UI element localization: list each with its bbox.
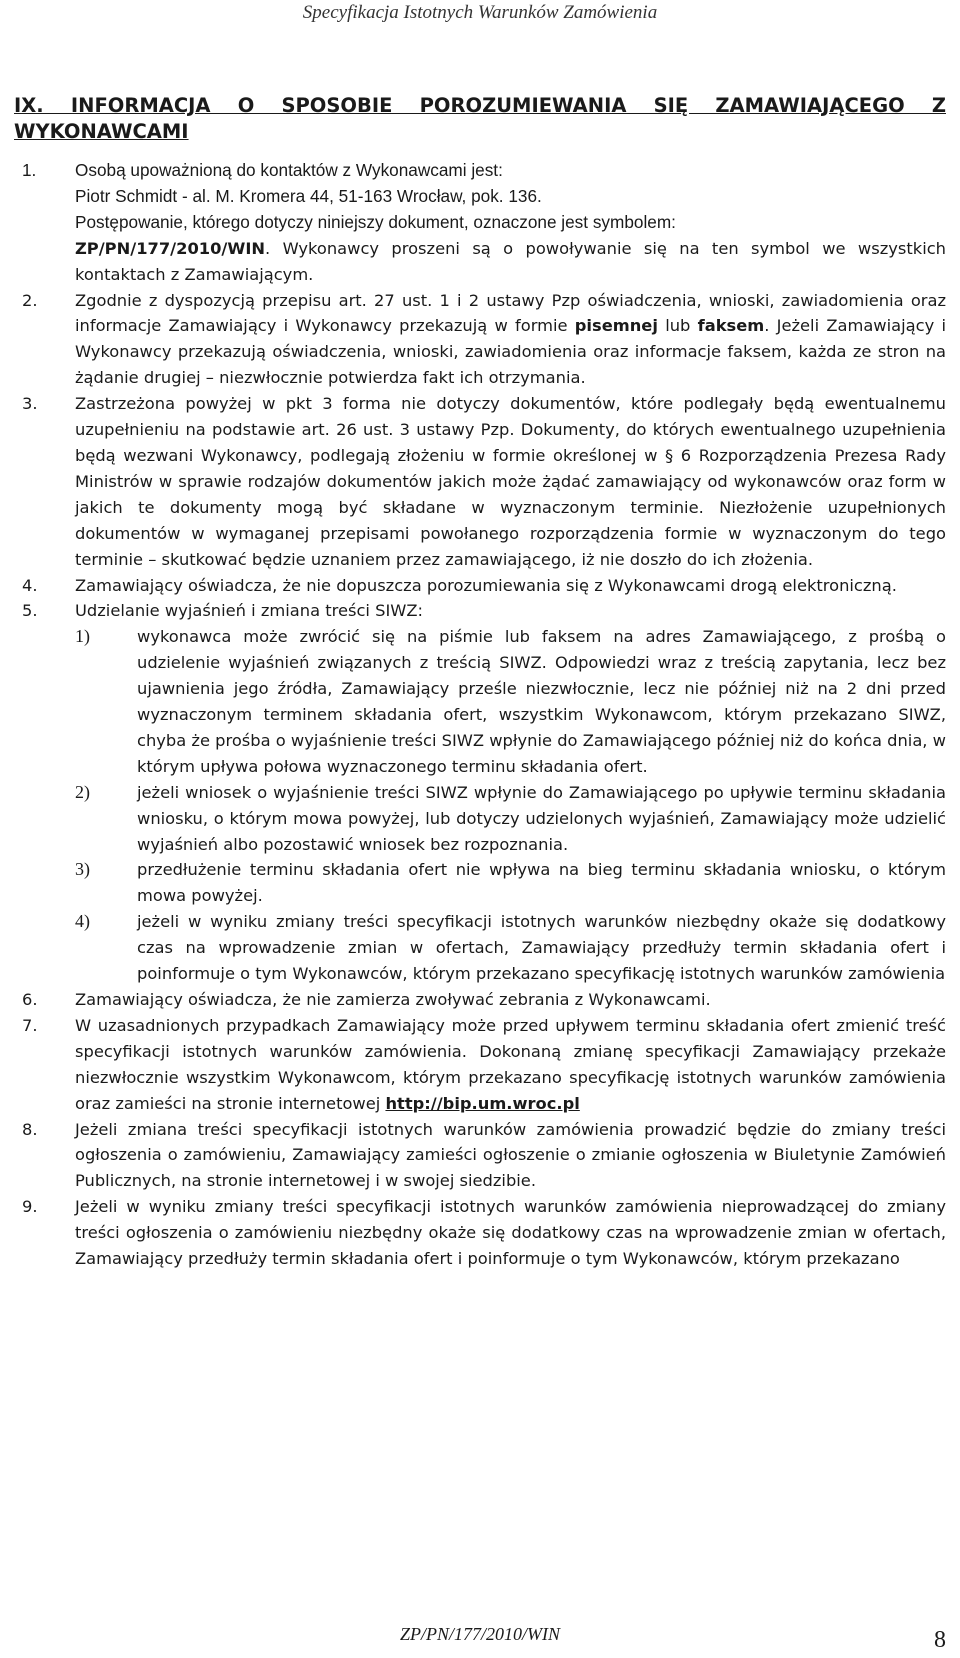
running-header: Specyfikacja Istotnych Warunków Zamówienia — [302, 2, 658, 23]
list-item-4 — [0, 573, 946, 599]
item-number: 7. — [22, 1015, 38, 1035]
sub-item-number: 4) — [75, 911, 90, 932]
list-item-8 — [0, 1117, 946, 1195]
bip-link[interactable]: http://bip.um.wroc.pl — [385, 1093, 580, 1113]
sub-item-4 — [0, 909, 946, 987]
page-number: 8 — [934, 1627, 946, 1653]
item-text: Zgodnie z dyspozycją przepisu art. 27 ust. 1 i 2 ustawy Pzp oświadczenia, wnioski, zawiadomienia oraz informacje Zamawiający i Wykonawcy przekazują w formie — [75, 290, 946, 336]
sub-item-number: 1) — [75, 626, 90, 647]
sub-item-text: przedłużenie terminu składania ofert nie wpływa na bieg terminu składania wniosku, o którym mowa powyżej. — [137, 860, 946, 906]
section-body — [0, 158, 960, 1272]
item-number: 8. — [22, 1119, 38, 1139]
item-number: 4. — [22, 575, 38, 595]
list-item-7 — [0, 1013, 946, 1117]
item-1-line-4 — [75, 236, 946, 288]
item-1-line-3: Postępowanie, którego dotyczy niniejszy dokument, oznaczone jest symbolem: — [75, 211, 676, 232]
sub-item-number: 2) — [75, 781, 90, 802]
item-text: Zamawiający oświadcza, że nie zamierza zwoływać zebrania z Wykonawcami. — [75, 990, 711, 1009]
item-text: Zamawiający oświadcza, że nie dopuszcza porozumiewania się z Wykonawcami drogą elektroniczną. — [75, 575, 897, 595]
sub-item-text: jeżeli wniosek o wyjaśnienie treści SIWZ wpłynie do Zamawiającego po upływie terminu składania wniosku, o którym mowa powyżej, lub dotyczy udzielonych wyjaśnień, Zamawiający może udzielić wyjaśnień albo pozostawić wniosek bez rozpoznania. — [137, 782, 946, 854]
item-number: 3. — [22, 394, 38, 414]
list-item-9 — [0, 1194, 946, 1272]
section-heading: IX. INFORMACJA O SPOSOBIE POROZUMIEWANIA SIĘ ZAMAWIAJĄCEGO Z WYKONAWCAMI — [14, 94, 946, 143]
item-1-line-1: Osobą upoważnioną do kontaktów z Wykonawcami jest: — [75, 160, 503, 180]
sub-item-text: wykonawca może zwrócić się na piśmie lub faksem na adres Zamawiającego, z prośbą o udzielenie wyjaśnień związanych z treścią SIWZ. Odpowiedzi wraz z treścią zapytania, lecz bez ujawnienia jego źródła, Zamawiający prześle niezwłocznie, lecz nie później niż na 2 dni przed wyznaczonym terminem składania ofert, wszystkim Wykonawcom, którym przekazano SIWZ, chyba że prośba o wyjaśnienie treści SIWZ wpłynie do Zamawiającego później niż do końca dnia, w którym upływa połowa wyznaczonego terminu składania ofert. — [137, 627, 946, 776]
item-text: Zastrzeżona powyżej w pkt 3 forma nie dotyczy dokumentów, które podlegały będą ewentualnemu uzupełnieniu na podstawie art. 26 ust. 3 ustawy Pzp. Dokumenty, do których ewentualnego uzupełnienia będą wezwani Wykonawcy, podlegają złożeniu w formie określonej w § 6 Rozporządzenia Prezesa Rady Ministrów w sprawie rodzajów dokumentów jakich może żądać zamawiający od wykonawców oraz form w jakich te dokumenty mogą być składane w wyznaczonym terminie. Niezłożenie uzupełnionych dokumentów w wymaganej przepisami powołanego rozporządzenia formie w wyznaczonym do tego terminie – skutkować będzie uznaniem przez zamawiającego, iż nie doszło do ich złożenia. — [75, 394, 946, 569]
footer-symbol: ZP/PN/177/2010/WIN — [399, 1624, 560, 1644]
sub-item-3 — [0, 857, 946, 909]
item-text: lub — [657, 316, 698, 336]
list-item-6 — [0, 987, 946, 1013]
list-item-3 — [0, 391, 946, 572]
bold-term: pisemnej — [574, 316, 658, 336]
sub-item-1 — [0, 624, 946, 779]
item-number: 1. — [22, 160, 37, 180]
list-item-2 — [0, 288, 946, 392]
bold-term: faksem — [697, 316, 765, 336]
list-item-1 — [0, 158, 946, 288]
item-1-rest: . Wykonawcy proszeni są o powoływanie się na ten symbol we wszystkich kontaktach z Zamawiającym. — [75, 238, 946, 284]
item-number: 5. — [22, 601, 38, 621]
item-text: . Jeżeli Zamawiający i Wykonawcy przekazują oświadczenia, wnioski, zawiadomienia oraz informacje faksem, każda ze stron na żądanie drugiej – niezwłocznie potwierdza fakt ich otrzymania. — [75, 316, 946, 388]
sub-item-2 — [0, 780, 946, 858]
item-number: 6. — [22, 990, 38, 1009]
item-text: Udzielanie wyjaśnień i zmiana treści SIWZ: — [75, 601, 423, 621]
list-item-5 — [0, 598, 946, 624]
item-text: W uzasadnionych przypadkach Zamawiający może przed upływem terminu składania ofert zmienić treść specyfikacji istotnych warunków zamówienia. Dokonaną zmianę specyfikacji Zamawiający przekaże niezwłocznie wszystkim Wykonawcom, którym przekazano specyfikację istotnych warunków zamówienia oraz zamieści na stronie internetowej — [75, 1015, 946, 1113]
sub-item-text: jeżeli w wyniku zmiany treści specyfikacji istotnych warunków niezbędny okaże się dodatkowy czas na wprowadzenie zmian w ofertach, Zamawiający przedłuży termin składania ofert i poinformuje o tym Wykonawców, którym przekazano specyfikację istotnych warunków zamówienia — [137, 912, 946, 984]
item-text: Jeżeli zmiana treści specyfikacji istotnych warunków zamówienia prowadzić będzie do zmiany treści ogłoszenia o zamówieniu, Zamawiający zamieści ogłoszenie o zmianie ogłoszenia w Biuletynie Zamówień Publicznych, na stronie internetowej i w swojej siedzibie. — [75, 1119, 946, 1191]
sub-item-number: 3) — [75, 859, 90, 880]
item-number: 9. — [22, 1197, 38, 1217]
item-number: 2. — [22, 290, 38, 310]
item-1-line-2: Piotr Schmidt - al. M. Kromera 44, 51-163 Wrocław, pok. 136. — [75, 185, 542, 206]
item-text: Jeżeli w wyniku zmiany treści specyfikacji istotnych warunków zamówienia nieprowadzącej do zmiany treści ogłoszenia o zamówieniu niezbędny okaże się dodatkowy czas na wprowadzenie zmian w ofertach, Zamawiający przedłuży termin składania ofert i poinformuje o tym Wykonawców, którym przekazano — [75, 1197, 946, 1269]
case-symbol: ZP/PN/177/2010/WIN — [75, 238, 266, 258]
